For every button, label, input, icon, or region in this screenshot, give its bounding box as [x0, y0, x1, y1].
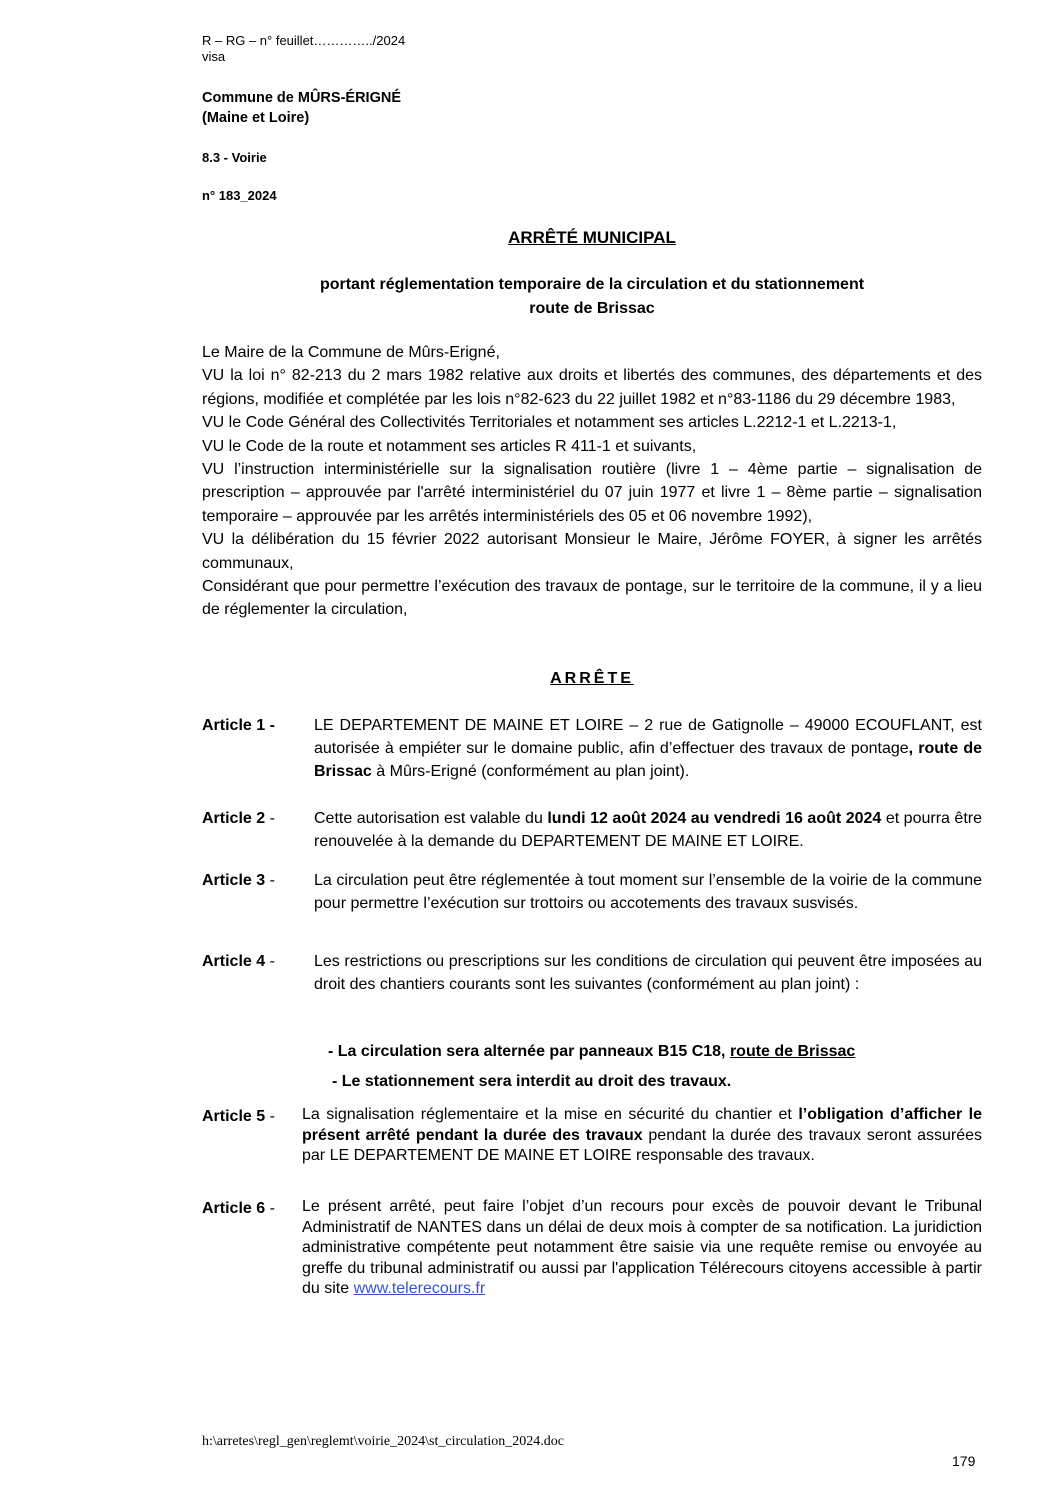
- article-5-text: [302, 1105, 982, 1167]
- article-6-text: [302, 1197, 982, 1300]
- preamble-paragraph: VU l’instruction interministérielle sur la signalisation routière (livre 1 – 4ème partie – signalisation de prescription – approuvée par l'arrêté interministériel du 07 juin 1977 et livre 1 – 8ème partie – signalisation temporaire – approuvée par les arrêtés interministériels des 05 et 06 novembre 1992),: [202, 461, 982, 525]
- article-5-text-part: pendant la durée des travaux seront assurées par LE DEPARTEMENT DE MAINE ET LOIRE responsable des travaux.: [302, 1126, 982, 1164]
- measure-1-text: - La circulation sera alternée par panneaux B15 C18,: [328, 1043, 730, 1060]
- article-3-label-bold: Article 3: [202, 872, 266, 889]
- article-4-label-dash: -: [265, 953, 275, 970]
- article-2-text-bold: lundi 12 août 2024 au vendredi 16 août 2024: [547, 810, 882, 827]
- preamble-paragraph: Considérant que pour permettre l’exécution des travaux de pontage, sur le territoire de la commune, il y a lieu de réglementer la circulation,: [202, 578, 982, 619]
- measure-parking-ban: - Le stationnement sera interdit au droit des travaux.: [332, 1073, 732, 1090]
- article-2-label-bold: Article 2: [202, 810, 266, 827]
- reference-line: R – RG – n° feuillet…………../2024: [202, 33, 406, 48]
- article-3-text: La circulation peut être réglementée à tout moment sur l’ensemble de la voirie de la commune pour permettre l’exécution sur trottoirs ou accotements des travaux susvisés.: [314, 872, 982, 912]
- article-3-label-dash: -: [265, 872, 275, 889]
- article-4-text: Les restrictions ou prescriptions sur les conditions de circulation qui peuvent être imposées au droit des chantiers courants sont les suivantes (conformément au plan joint) :: [314, 953, 982, 993]
- article-6-label: [202, 1197, 275, 1220]
- article-1-label: [202, 714, 275, 737]
- article-2-text-part: Cette autorisation est valable du: [314, 810, 548, 827]
- preamble-paragraph: VU le Code de la route et notamment ses articles R 411-1 et suivants,: [202, 437, 697, 455]
- telerecours-link[interactable]: www.telerecours.fr: [353, 1280, 486, 1297]
- article-1-text-part: LE DEPARTEMENT DE MAINE ET LOIRE – 2 rue de Gatignolle – 49000 ECOUFLANT, est autorisée à empiéter sur le domaine public, afin d’effectuer des travaux de pontage: [314, 717, 982, 757]
- article-5-label-bold: Article 5: [202, 1108, 266, 1125]
- article-4-label-bold: Article 4: [202, 953, 266, 970]
- article-5-label: [202, 1105, 275, 1128]
- commune-name: Commune de MÛRS-ÉRIGNÉ: [202, 90, 401, 106]
- article-5-text-part: La signalisation réglementaire et la mise en sécurité du chantier et: [302, 1106, 799, 1123]
- article-1-label-text: Article 1 -: [202, 717, 275, 734]
- preamble-paragraph: VU la loi n° 82-213 du 2 mars 1982 relative aux droits et libertés des communes, des départements et des régions, modifiée et complétée par les lois n°82-623 du 22 juillet 1982 et n°83-1186 du 29 décembre 1983,: [202, 367, 982, 408]
- article-2-label-dash: -: [265, 810, 275, 827]
- subtitle-line-1: portant réglementation temporaire de la circulation et du stationnement: [319, 276, 865, 293]
- page-title: ARRÊTÉ MUNICIPAL: [508, 228, 676, 247]
- article-1-text: [314, 714, 982, 783]
- preamble-paragraph: VU la délibération du 15 février 2022 autorisant Monsieur le Maire, Jérôme FOYER, à signer les arrêtés communaux,: [202, 531, 982, 572]
- commune-block: [202, 88, 401, 128]
- article-6-label-bold: Article 6: [202, 1200, 266, 1217]
- article-2-label: [202, 807, 275, 830]
- measure-1-road: route de Brissac: [729, 1043, 856, 1060]
- article-6-text-part: Le présent arrêté, peut faire l’objet d’un recours pour excès de pouvoir devant le Tribunal Administratif de NANTES dans un délai de deux mois à compter de sa notification. La juridiction administrative compétente peut notamment être saisie via une requête remise ou envoyée au greffe du tribunal administratif ou aussi par l'application Télérecours citoyens accessible à partir du site: [302, 1198, 982, 1297]
- measure-alternating-traffic: [328, 1043, 855, 1061]
- document-reference: [202, 33, 405, 65]
- page-number: 179: [952, 1453, 976, 1469]
- article-6-label-dash: -: [265, 1200, 275, 1217]
- preamble-paragraph: VU le Code Général des Collectivités Territoriales et notamment ses articles L.2212-1 et L.2213-1,: [202, 414, 897, 432]
- article-4-label: [202, 950, 275, 973]
- category-label: 8.3 - Voirie: [202, 150, 267, 165]
- article-2-text-part: et pourra être renouvelée à la demande du DEPARTEMENT DE MAINE ET LOIRE.: [314, 810, 982, 850]
- article-5-text-bold: l’obligation d’afficher le présent arrêté pendant la durée des travaux: [302, 1106, 982, 1144]
- preamble: [202, 341, 982, 622]
- article-1-text-bold: , route de Brissac: [314, 740, 983, 780]
- article-5-label-dash: -: [265, 1108, 275, 1125]
- article-3-label: [202, 869, 275, 892]
- subtitle-line-2: route de Brissac: [529, 300, 655, 317]
- page-subtitle: [202, 273, 982, 321]
- decision-heading: ARRÊTE: [550, 670, 634, 687]
- file-path: h:\arretes\regl_gen\reglemt\voirie_2024\st_circulation_2024.doc: [202, 1434, 564, 1449]
- decree-number: n° 183_2024: [202, 188, 277, 203]
- commune-department: (Maine et Loire): [202, 110, 310, 126]
- article-1-text-part: à Mûrs-Erigné (conformément au plan joint).: [371, 763, 690, 780]
- article-2-text: [314, 807, 982, 853]
- visa-label: visa: [202, 49, 226, 64]
- preamble-paragraph: Le Maire de la Commune de Mûrs-Erigné,: [202, 344, 500, 361]
